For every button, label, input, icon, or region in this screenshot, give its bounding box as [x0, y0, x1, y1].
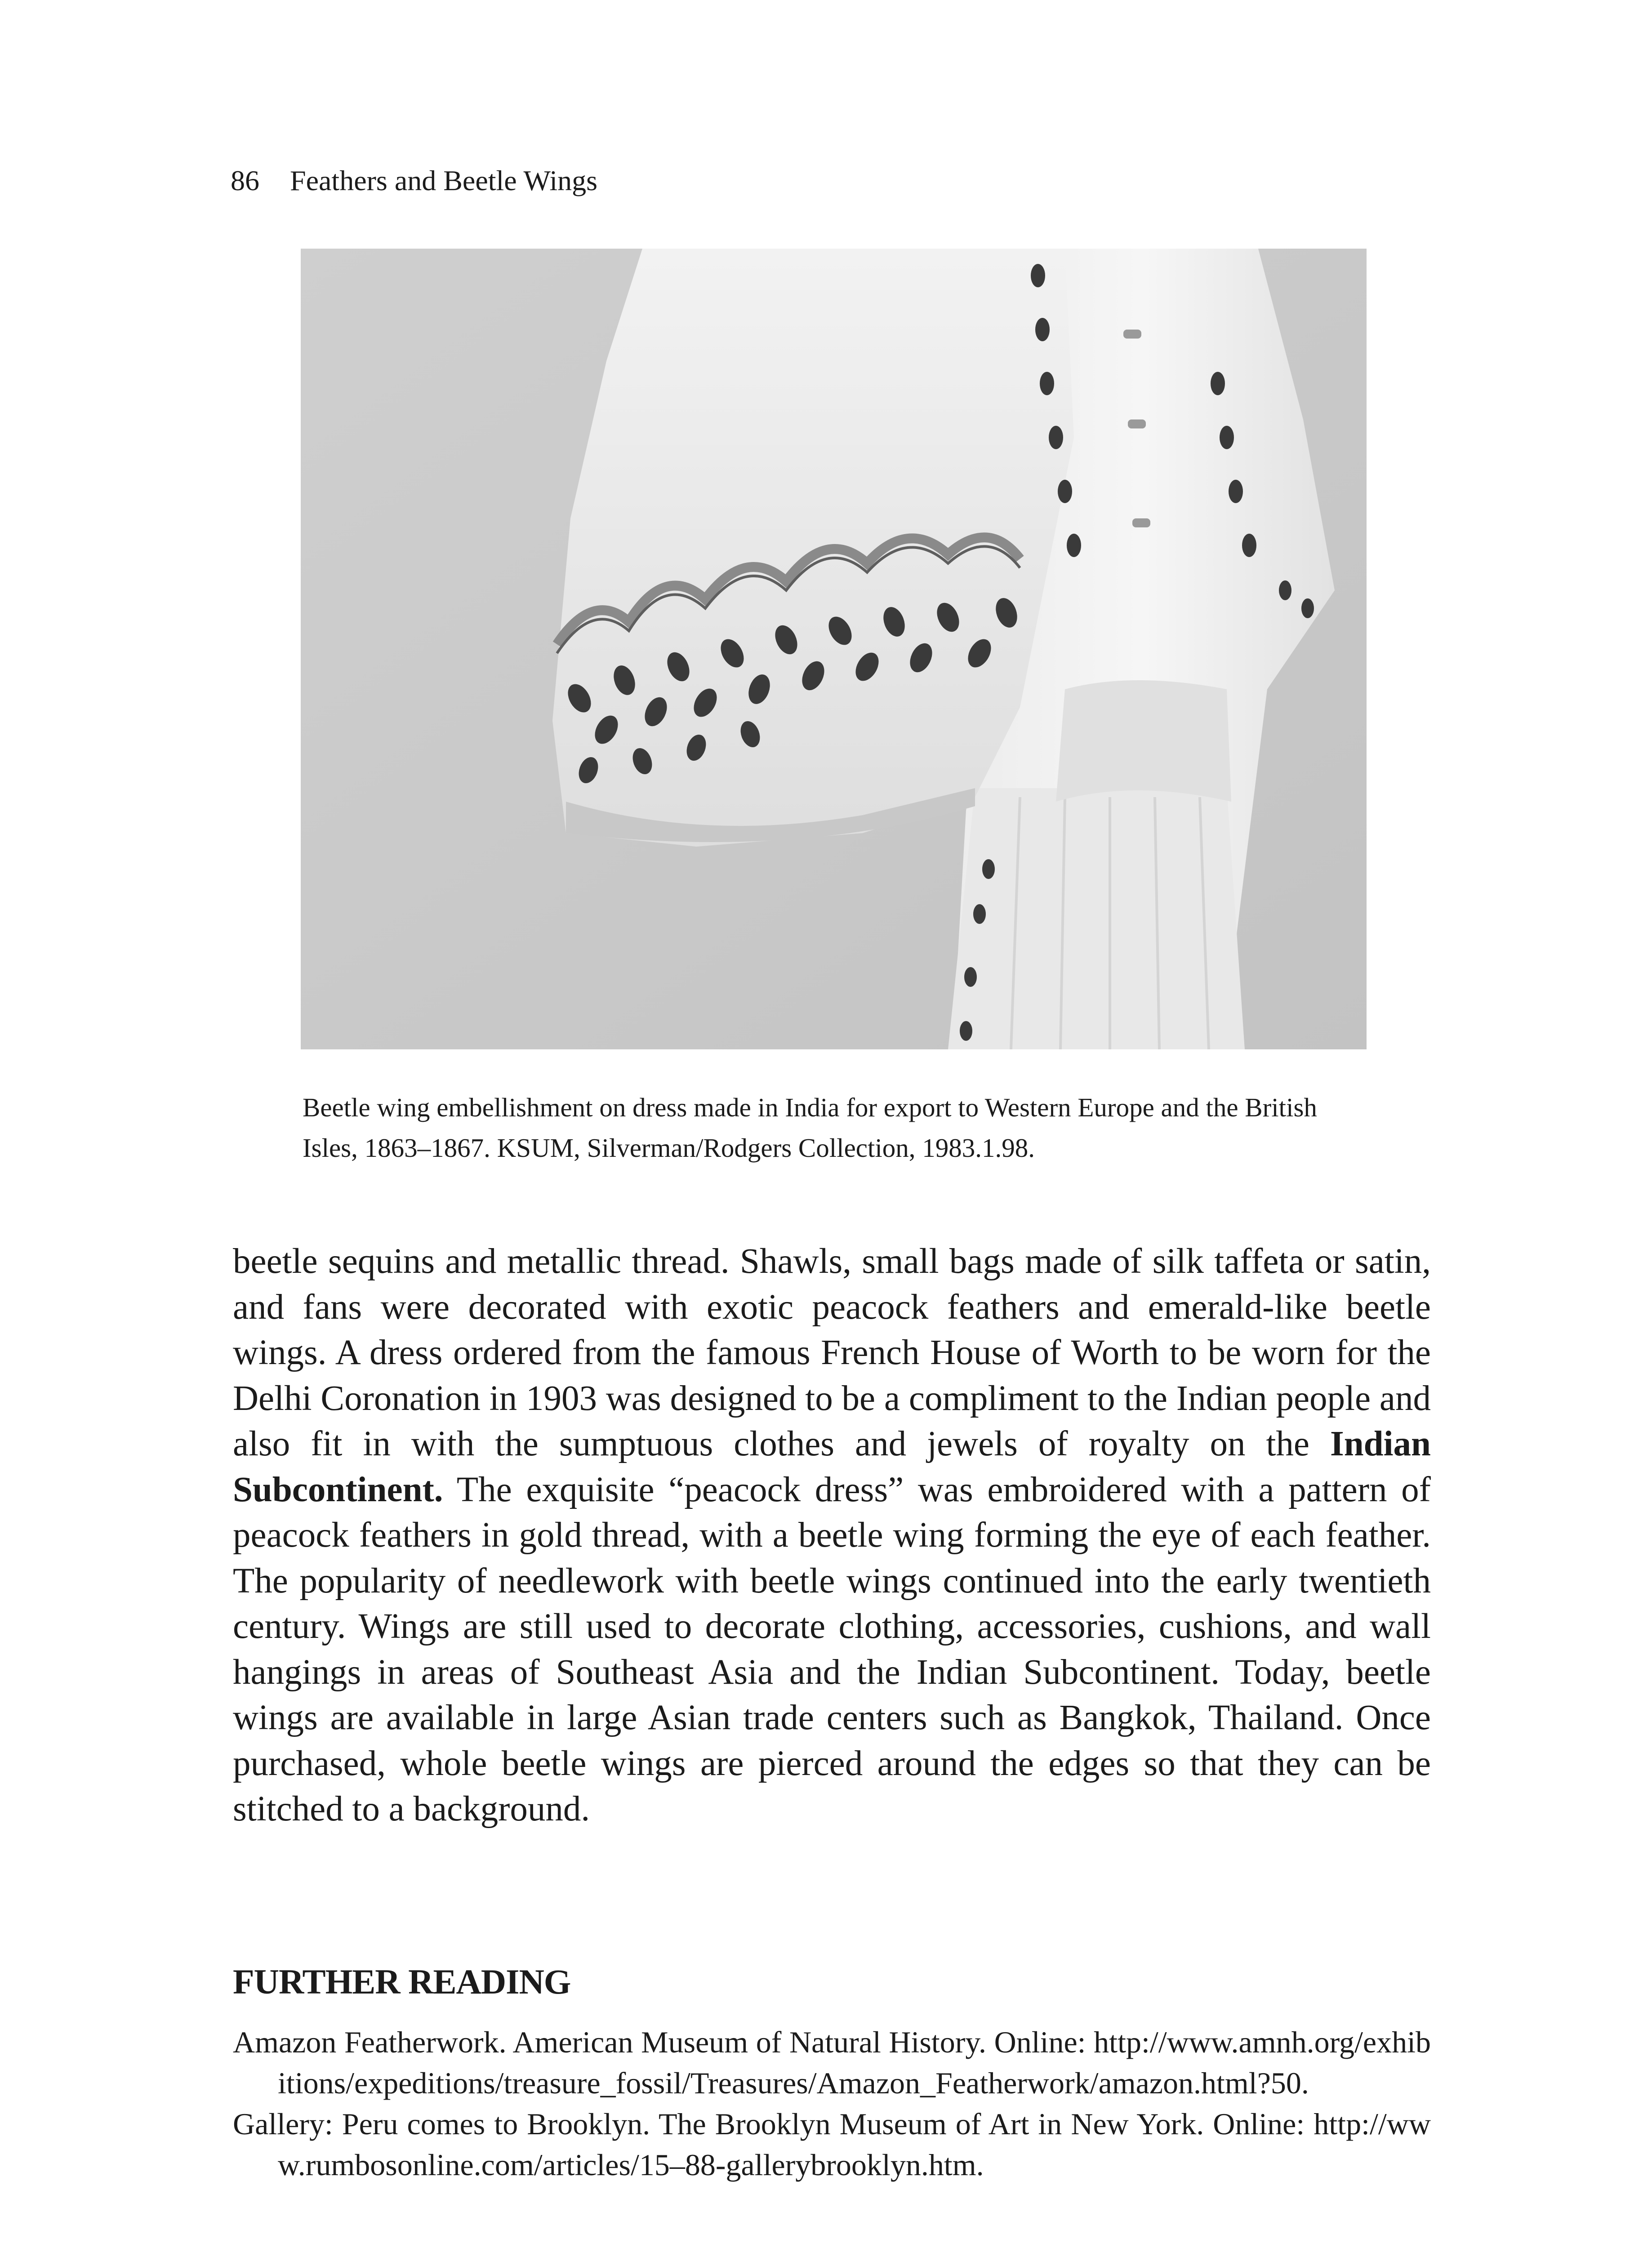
- figure-caption: Beetle wing embellishment on dress made in India for export to Western Europe and the British Isles, 1863–1867. KSUM, Silverman/Rodgers Collection, 1983.1.98.: [303, 1093, 1317, 1163]
- running-head: [231, 163, 597, 199]
- body-text-part-1: beetle sequins and metallic thread. Shawls, small bags made of silk taffeta or satin, and fans were decorated with exotic peacock feathers and emerald-like beetle wings. A dress ordered from the famous French House of Worth to be worn for the Delhi Coronation in 1903 was designed to be a compliment to the Indian people and also fit in with the sumptuous clothes and jewels of royalty on the: [233, 1242, 1431, 1463]
- reference-text: Amazon Featherwork. American Museum of Natural History. Online:: [233, 2025, 1094, 2059]
- running-title: Feathers and Beetle Wings: [290, 165, 598, 196]
- reference-entry: [233, 2104, 1431, 2186]
- further-reading-heading: FURTHER READING: [233, 1962, 571, 2001]
- reference-url: http://www.amnh.org/exhibitions/expeditions/treasure_fossil/Treasures/Amazon_Featherwork/amazon.html?50.: [278, 2025, 1431, 2100]
- body-paragraph: [233, 1239, 1431, 1832]
- beetle-wing-dress-photo: [301, 249, 1367, 1049]
- further-reading-list: [233, 2022, 1431, 2186]
- page-number: 86: [231, 165, 259, 196]
- body-text-part-2: The exquisite “peacock dress” was embroidered with a pattern of peacock feathers in gold thread, with a beetle wing forming the eye of each feather. The popularity of needlework with beetle wings continued into the early twentieth century. Wings are still used to decorate clothing, accessories, cushions, and wall hangings in areas of Southeast Asia and the Indian Subcontinent. Today, beetle wings are available in large Asian trade centers such as Bangkok, Thailand. Once purchased, whole beetle wings are pierced around the edges so that they can be stitched to a background.: [233, 1470, 1431, 1829]
- figure-photo: [301, 249, 1367, 1049]
- reference-text: Gallery: Peru comes to Brooklyn. The Brooklyn Museum of Art in New York. Online:: [233, 2107, 1314, 2141]
- reference-url: http://www.rumbosonline.com/articles/15–88-gallerybrooklyn.htm.: [278, 2107, 1431, 2182]
- glossary-term: Indian Subcontinent.: [233, 1424, 1431, 1509]
- reference-entry: [233, 2022, 1431, 2104]
